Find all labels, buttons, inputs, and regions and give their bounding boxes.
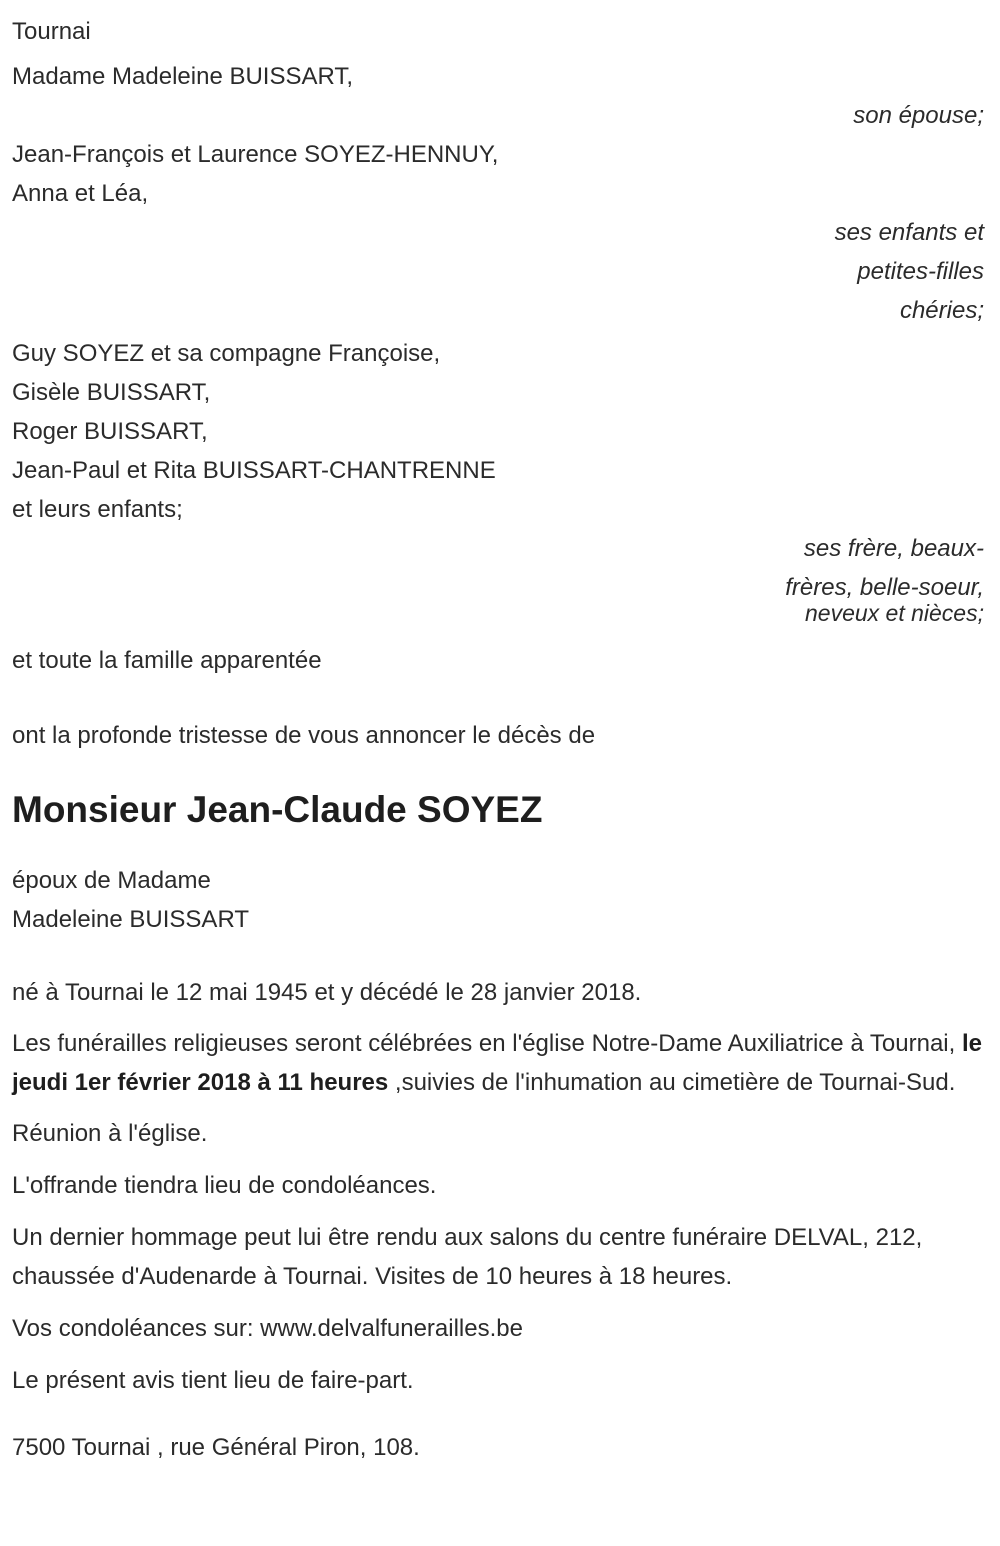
spouse-role: son épouse; <box>853 102 984 129</box>
funeral-text-post: ,suivies de l'inhumation au cimetière de Tournai-Sud. <box>388 1069 956 1096</box>
obituary-content <box>12 12 984 1467</box>
children-line: Anna et Léa, <box>12 180 149 207</box>
tribute-line: Un dernier hommage peut lui être rendu aux salons du centre funéraire DELVAL, 212, chaussée d'Audenarde à Tournai. Visites de 10 heures à 18 heures. <box>12 1224 923 1290</box>
condolences-link[interactable]: www.delvalfunerailles.be <box>260 1315 523 1342</box>
spouse-line: Madame Madeleine BUISSART, <box>12 63 354 90</box>
funeral-datetime: le jeudi 1er février 2018 à 11 heures <box>12 1030 982 1096</box>
siblings-role: ses frère, beaux- <box>803 535 984 562</box>
offering-line: L'offrande tiendra lieu de condoléances. <box>12 1172 437 1199</box>
sibling-line: et leurs enfants; <box>12 496 183 523</box>
sibling-line: Guy SOYEZ et sa compagne Françoise, <box>12 340 441 367</box>
family-line: et toute la famille apparentée <box>12 647 322 674</box>
sibling-line: Jean-Paul et Rita BUISSART-CHANTRENNE <box>12 457 496 484</box>
city-line: Tournai <box>12 18 91 45</box>
relation-line: époux de Madame <box>12 867 211 894</box>
children-role: ses enfants et <box>834 219 984 246</box>
children-role: petites-filles <box>857 258 984 285</box>
children-line: Jean-François et Laurence SOYEZ-HENNUY, <box>12 141 499 168</box>
relation-line: Madeleine BUISSART <box>12 906 249 933</box>
siblings-role: frères, belle-soeur, <box>785 574 984 601</box>
sibling-line: Gisèle BUISSART, <box>12 379 211 406</box>
announcement-line: ont la profonde tristesse de vous annoncer le décès de <box>12 722 596 749</box>
condolences-label: Vos condoléances sur: <box>12 1315 261 1342</box>
notice-line: Le présent avis tient lieu de faire-part. <box>12 1367 414 1394</box>
children-role: chéries; <box>899 297 984 324</box>
church-meeting-line: Réunion à l'église. <box>12 1120 208 1147</box>
address-line: 7500 Tournai , rue Général Piron, 108. <box>12 1434 420 1461</box>
siblings-role: neveux et nièces; <box>804 600 984 626</box>
sibling-line: Roger BUISSART, <box>12 418 208 445</box>
funeral-text-pre: Les funérailles religieuses seront célébrées en l'église Notre-Dame Auxiliatrice à Tournai, <box>12 1030 962 1057</box>
funeral-details <box>12 1024 984 1102</box>
life-dates-line: né à Tournai le 12 mai 1945 et y décédé le 28 janvier 2018. <box>12 979 642 1006</box>
deceased-name: Monsieur Jean-Claude SOYEZ <box>12 789 543 830</box>
condolences-line <box>12 1309 984 1348</box>
